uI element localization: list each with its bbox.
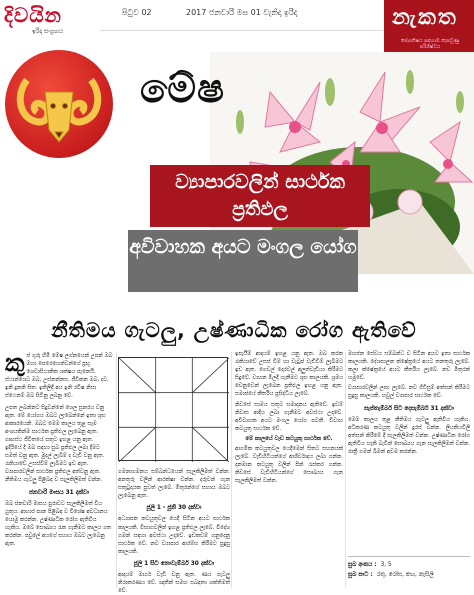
issue-date: 2017 ජනවාරි මස 01 වැනිදා ඉරිදා [186,8,298,17]
lucky-number-row [348,560,470,570]
column-divider [345,352,346,588]
article-column-2 [118,468,230,595]
section-subhead: ජූලි 1 - ජූනි 30 දක්වා [146,505,202,512]
page-number: පිටුව 02 [122,8,152,17]
lucky-color-value: රතු, රෝස, කහ, නැසිලි [376,572,434,578]
paragraph: ඉදිරියේ දී ඔබ සඳහා සුබ ප්‍රතිඵල ලබා දීමට සමත් වනු ඇත. මුදල් ලැබීම් ද වැඩි වනු ඇත. රැකියාවේ උසස්වීම් ලැබීමට ඉඩ ඇත. ව්‍යාපාරවලින් සාර්ථක ප්‍රතිඵල අත්වනු ඇත. නීතිමය ගැටලු පිළිබඳ ව සැලකිලිමත් වන්න. [5,445,105,484]
lucky-number-value: 3, 5 [380,562,392,568]
headline-business: ව්‍යාපාරවලින් සාර්ථක ප්‍රතිඵල [150,165,370,227]
paragraph: අධ්‍යාපන කටයුතුවල යෙදී සිටින අයට සාර්ථක කාලයකි. විභාගවලින් ඉහළ ප්‍රතිඵල ලැබේ. විදේශ ගමන් සඳහා අවස්ථා උදාවේ. ඉඩකඩම් ගනුදෙනු සාර්ථක වේ. නව ව්‍යාපාර ආරම්භ කිරීමට සුදුසු කාලයකි. [118,516,230,555]
section-subhead: ජූලි 1 සිට නොවැම්බර් 30 දක්වා [133,560,215,567]
drop-cap: කු [5,348,25,377]
nakatha-tagline: ජ්‍යොතිෂය සඳහාම කැපවුණු පරිශිෂ්ටය [400,38,460,50]
article-column-4 [348,350,470,458]
section-subhead: සැප්තැම්බර් සිට දෙසැම්බර් 31 දක්වා [364,405,454,412]
section-subhead: ජනවාරි මාසය 31 දක්වා [28,489,90,496]
column-divider [116,352,117,588]
paragraph: උපත ලබන්නට සිදුවන්නේ ශෙල සුනරය වනු ඇත. මේ යෝගය ඔබට ලැබෙන්නේ ඉතා ශුභ ආකාරයෙනි. ඔබට මෙම කාලය තුළ සෑම අංශයකින්ම සාර්ථක ප්‍රතිඵල ලැබෙනු ඇත. ගෘහස්ථ ජීවිතයේ සතුට ඉහළ යනු ඇත. [5,404,106,443]
article-column-1 [5,348,113,548]
paragraph: ගමනාගමනය සම්බන්ධයෙන් සැලකිලිමත් වන්න. අනතුරු වලින් ආරක්ෂා වන්න. දරුවන් ගැන සතුටුදායක පුවත් ලැබේ. මිතුරන්ගේ සහාය ඔබට ලැබෙනු ඇත. [118,469,230,500]
lucky-number-label: සුබ අංකය : [348,562,377,568]
article-title: නීතිමය ගැටලු, උෂ්ණාධික රෝග ඇතිවේ [51,318,417,342]
article-column-3 [235,350,343,488]
paragraph: ජ ගුරු හිමි මේෂ ලග්නයෙන් උපන් ඔබ මහා පෙරෙහෙන්වන්ගේ ප්‍රභූ ශෙවාසිථානික ශක්ෂය පැනෙයි. ස්ථාන්ශෙට ඔබ, උස්නන්නස, ජීවිකන ඔබ, දව, ඉනි දුනනි සිත. ඉතිලිඳි අය ඉනි රවිෂ නිසා ස්ථෙනම් ඔබ සිටිනු ලබනු වේ. [5,353,113,400]
nakatha-section-badge [384,0,474,52]
horoscope-chart [118,357,228,461]
paragraph: ආදායම් මාර්ග වැඩි වනු ඇත. ණය ගැටලු නිරාකරණය වේ. ඥාතීන් සමඟ සබඳතා ශක්තිමත් වේ. [118,572,230,595]
paragraph: ඉපැයීම් ආදායම් ඉහළ යනු ඇත. ඔබ කරන රැකියාවේ උසස් වීම් හා වැටුප් වැඩිවීම් ලැබීමට ඉඩ ඇත. ගෙවල් දොරවල් අලුත්වැඩියා කිරීමට සිදුවේ. වාහන මිලදී ගැනීමට ශුභ කාලයකි. ශ්‍රමය වෙනුවෙන් ලැබෙන ප්‍රතිඵල ඉහළ යනු ඇත. සමාජයේ කීර්තිය ප්‍රසිද්ධිය ලැබේ. [235,351,343,398]
paragraph: ඔබ ජනවාරි මාසය පුරාවට සැලකිලිමත් විය යුතුය. ආහාර පාන පිළිබඳ ව විශේෂ අවධානය යොමු කරන්න. උෂ්ණාධික රෝග ඇතිවිය හැකිය. ඔබේ සෞඛ්‍යය රැක ගැනීමට කාලය ගත කරන්න. පවුලේ අයගේ සහාය ඔබට ලැබෙනු ඇත. [5,500,112,548]
paragraph: ව්‍යාපාරවලින් ලාභ ලැබේ. නව ගිවිසුම් අත්සන් කිරීමට සුදුසු කාලයකි. හවුල් ව්‍යාපාර සාර්ථක වේ. [348,385,470,400]
lucky-color-label: සුබ පාට : [348,572,373,578]
paragraph: නිවසේ සාමය සතුට සමාදානය ඇතිවේ. ඉඩම් නිවාස ආදිය ලබා ගැනීමට අවස්ථා උදාවේ. අවිවාහක අයට මංගල යෝග පවතී. විවාහ කටයුතු සාර්ථක වේ. [235,401,343,432]
zodiac-sign-title: මේෂ [140,66,226,112]
header-divider [100,30,390,31]
divaina-logo [4,2,90,38]
horoscope-chart-grid [119,358,229,462]
paragraph: ආගමික කටයුතුවල යෙදීමෙන් සිතට සහනයක් ලැබේ. වැඩිහිටියන්ගේ ආශීර්වාදය ලබා ගන්න. දානමාන කටයුතු වලින් පින් රැස්කර ගන්න. නිවසේ වැඩිහිටියන්ගේ සෞඛ්‍යය ගැන සැලකිලිමත් වන්න. [235,446,343,485]
brand-name: දිවයින [4,3,62,27]
lucky-info-box [348,556,470,589]
nakatha-title: නැකත [392,4,458,30]
paragraph: මහජන සේවය සම්බන්ධ ව සිටින අයට ඉතා සාර්ථක කාලයකි. දේශපාලන ක්ෂේත්‍රයේ අයට තනතුරු ලැබේ. කලා ක්ෂේත්‍රයේ අයට කීර්තිය ලැබේ. නව මිතුරන් හමුවේ. [348,351,470,382]
headline-marriage: අවිවාහක අයට මංගල යෝග [128,230,358,292]
paragraph: මෙම කාලය තුළ නීතිමය ගැටලු ඇතිවිය හැකිය. අධිකරණ කටයුතු වලින් දුරස් වන්න. ලියකියවිලි අත්සන් කිරීමේ දී සැලකිලිමත් වන්න. උෂ්ණාධික රෝග ඇතිවිය හැකි බැවින් සෞඛ්‍යය ගැන සැලකිලිමත් වන්න. රාත්‍රී ගමන් බිමන් අවම කරන්න. [348,416,470,456]
aries-zodiac-badge [5,50,113,158]
brand-subtitle: ඉරිදා සංග්‍රහය [32,28,64,35]
ram-head-icon [5,50,113,158]
paragraph: මේ කාලයේ වැඩ කටයුතු සාර්ථක වේ. [245,435,333,442]
lucky-color-row [348,570,470,580]
column-divider [231,352,232,588]
